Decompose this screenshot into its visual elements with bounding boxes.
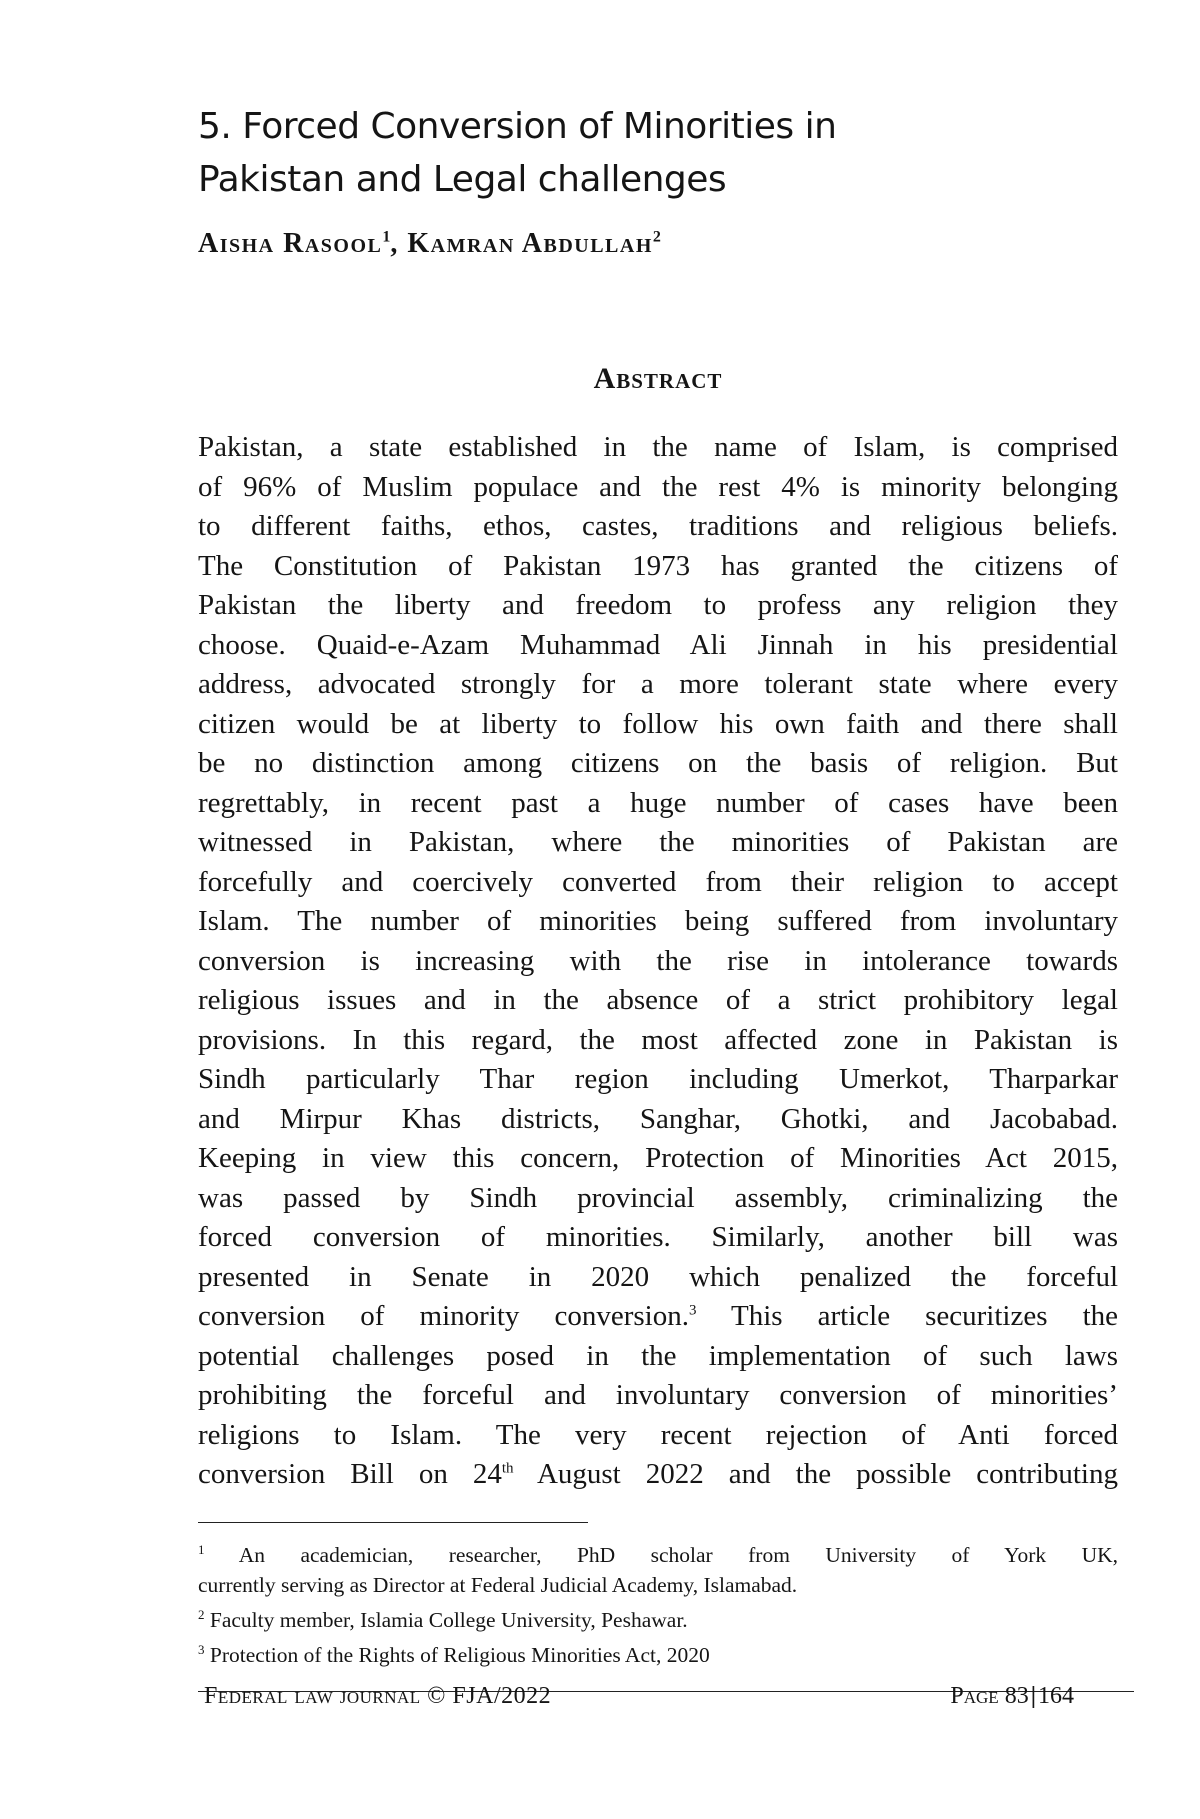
author-name: Aisha Rasool (198, 228, 383, 259)
abstract-line: be no distinction among citizens on the basis of religion. But (198, 747, 1118, 779)
abstract-line (198, 1297, 1118, 1337)
abstract-text: conversion of minority conversion. (198, 1300, 689, 1332)
footnote-mark: 1 (198, 1542, 205, 1557)
footnote-item (198, 1600, 1118, 1635)
footnote-divider (198, 1522, 588, 1523)
abstract-line: Islam. The number of minorities being suffered from involuntary (198, 905, 1118, 937)
author-separator: , (390, 228, 408, 259)
abstract-line: address, advocated strongly for a more tolerant state where every (198, 668, 1118, 700)
journal-footer: Federal law journal © FJA/2022 (204, 1683, 552, 1709)
abstract-line: was passed by Sindh provincial assembly, criminalizing the (198, 1181, 1118, 1214)
footnote-text: Protection of the Rights of Religious Minorities Act, 2020 (204, 1643, 710, 1668)
abstract-line: The Constitution of Pakistan 1973 has granted the citizens of (198, 549, 1118, 582)
abstract-body (198, 428, 1118, 1495)
ordinal-suffix: th (501, 1460, 514, 1477)
abstract-line (198, 1455, 1118, 1495)
abstract-line: Pakistan, a state established in the name of Islam, is comprised (198, 431, 1118, 463)
abstract-line: to different faiths, ethos, castes, traditions and religious beliefs. (198, 510, 1118, 542)
abstract-text: August 2022 and the possible contributing (513, 1458, 1118, 1490)
footnote-ref[interactable]: 1 (382, 228, 391, 246)
abstract-line: witnessed in Pakistan, where the minorities of Pakistan are (198, 826, 1118, 858)
author-name: Kamran Abdullah (407, 228, 653, 259)
abstract-line: Keeping in view this concern, Protection of Minorities Act 2015, (198, 1142, 1118, 1174)
abstract-line: regrettably, in recent past a huge number of cases have been (198, 786, 1118, 819)
abstract-text: conversion Bill on 24 (198, 1458, 502, 1490)
author-list (198, 228, 661, 260)
footnote-line (198, 1535, 1118, 1570)
footnote-ref[interactable]: 2 (652, 228, 661, 246)
footnote-mark: 2 (198, 1607, 205, 1623)
footnote-text: Faculty member, Islamia College University, Peshawar. (204, 1608, 688, 1633)
abstract-line: potential challenges posed in the implementation of such laws (198, 1339, 1118, 1372)
abstract-line: prohibiting the forceful and involuntary conversion of minorities’ (198, 1379, 1118, 1411)
abstract-line: religions to Islam. The very recent rejection of Anti forced (198, 1418, 1118, 1451)
page-number (950, 1683, 1074, 1710)
abstract-line: choose. Quaid-e-Azam Muhammad Ali Jinnah in his presidential (198, 628, 1118, 661)
abstract-line: citizen would be at liberty to follow his own faith and there shall (198, 707, 1118, 740)
title-line: 5. Forced Conversion of Minorities in (198, 106, 837, 147)
footnote-ref[interactable]: 3 (688, 1302, 697, 1319)
abstract-text: This article securitizes the (696, 1300, 1118, 1332)
footnote-item (198, 1635, 1118, 1670)
abstract-line: Pakistan the liberty and freedom to profess any religion they (198, 589, 1118, 621)
article-title (198, 100, 1058, 206)
abstract-line: of 96% of Muslim populace and the rest 4% is minority belonging (198, 470, 1118, 503)
page-separator: | (1030, 1683, 1036, 1709)
footnote-item (198, 1535, 1118, 1600)
footnote-mark: 3 (198, 1642, 205, 1658)
total-pages: 164 (1038, 1683, 1074, 1709)
abstract-line: and Mirpur Khas districts, Sanghar, Ghotki, and Jacobabad. (198, 1102, 1118, 1135)
footnote-line: currently serving as Director at Federal Judicial Academy, Islamabad. (198, 1573, 798, 1598)
abstract-heading: Abstract (593, 362, 723, 395)
abstract-line: provisions. In this regard, the most affected zone in Pakistan is (198, 1023, 1118, 1056)
footnote-text: An academician, researcher, PhD scholar from University of York UK, (204, 1543, 1118, 1568)
abstract-line: religious issues and in the absence of a strict prohibitory legal (198, 984, 1118, 1016)
title-line: Pakistan and Legal challenges (198, 159, 727, 200)
page-label: Page 83 (950, 1683, 1029, 1709)
abstract-line: presented in Senate in 2020 which penalized the forceful (198, 1260, 1118, 1293)
footnote-line (198, 1635, 1118, 1670)
abstract-line: conversion is increasing with the rise in intolerance towards (198, 944, 1118, 977)
footnote-line (198, 1600, 1118, 1635)
abstract-line: forced conversion of minorities. Similarly, another bill was (198, 1221, 1118, 1253)
footnotes (198, 1535, 1118, 1670)
abstract-line: Sindh particularly Thar region including Umerkot, Tharparkar (198, 1063, 1118, 1095)
abstract-line: forcefully and coercively converted from their religion to accept (198, 865, 1118, 898)
